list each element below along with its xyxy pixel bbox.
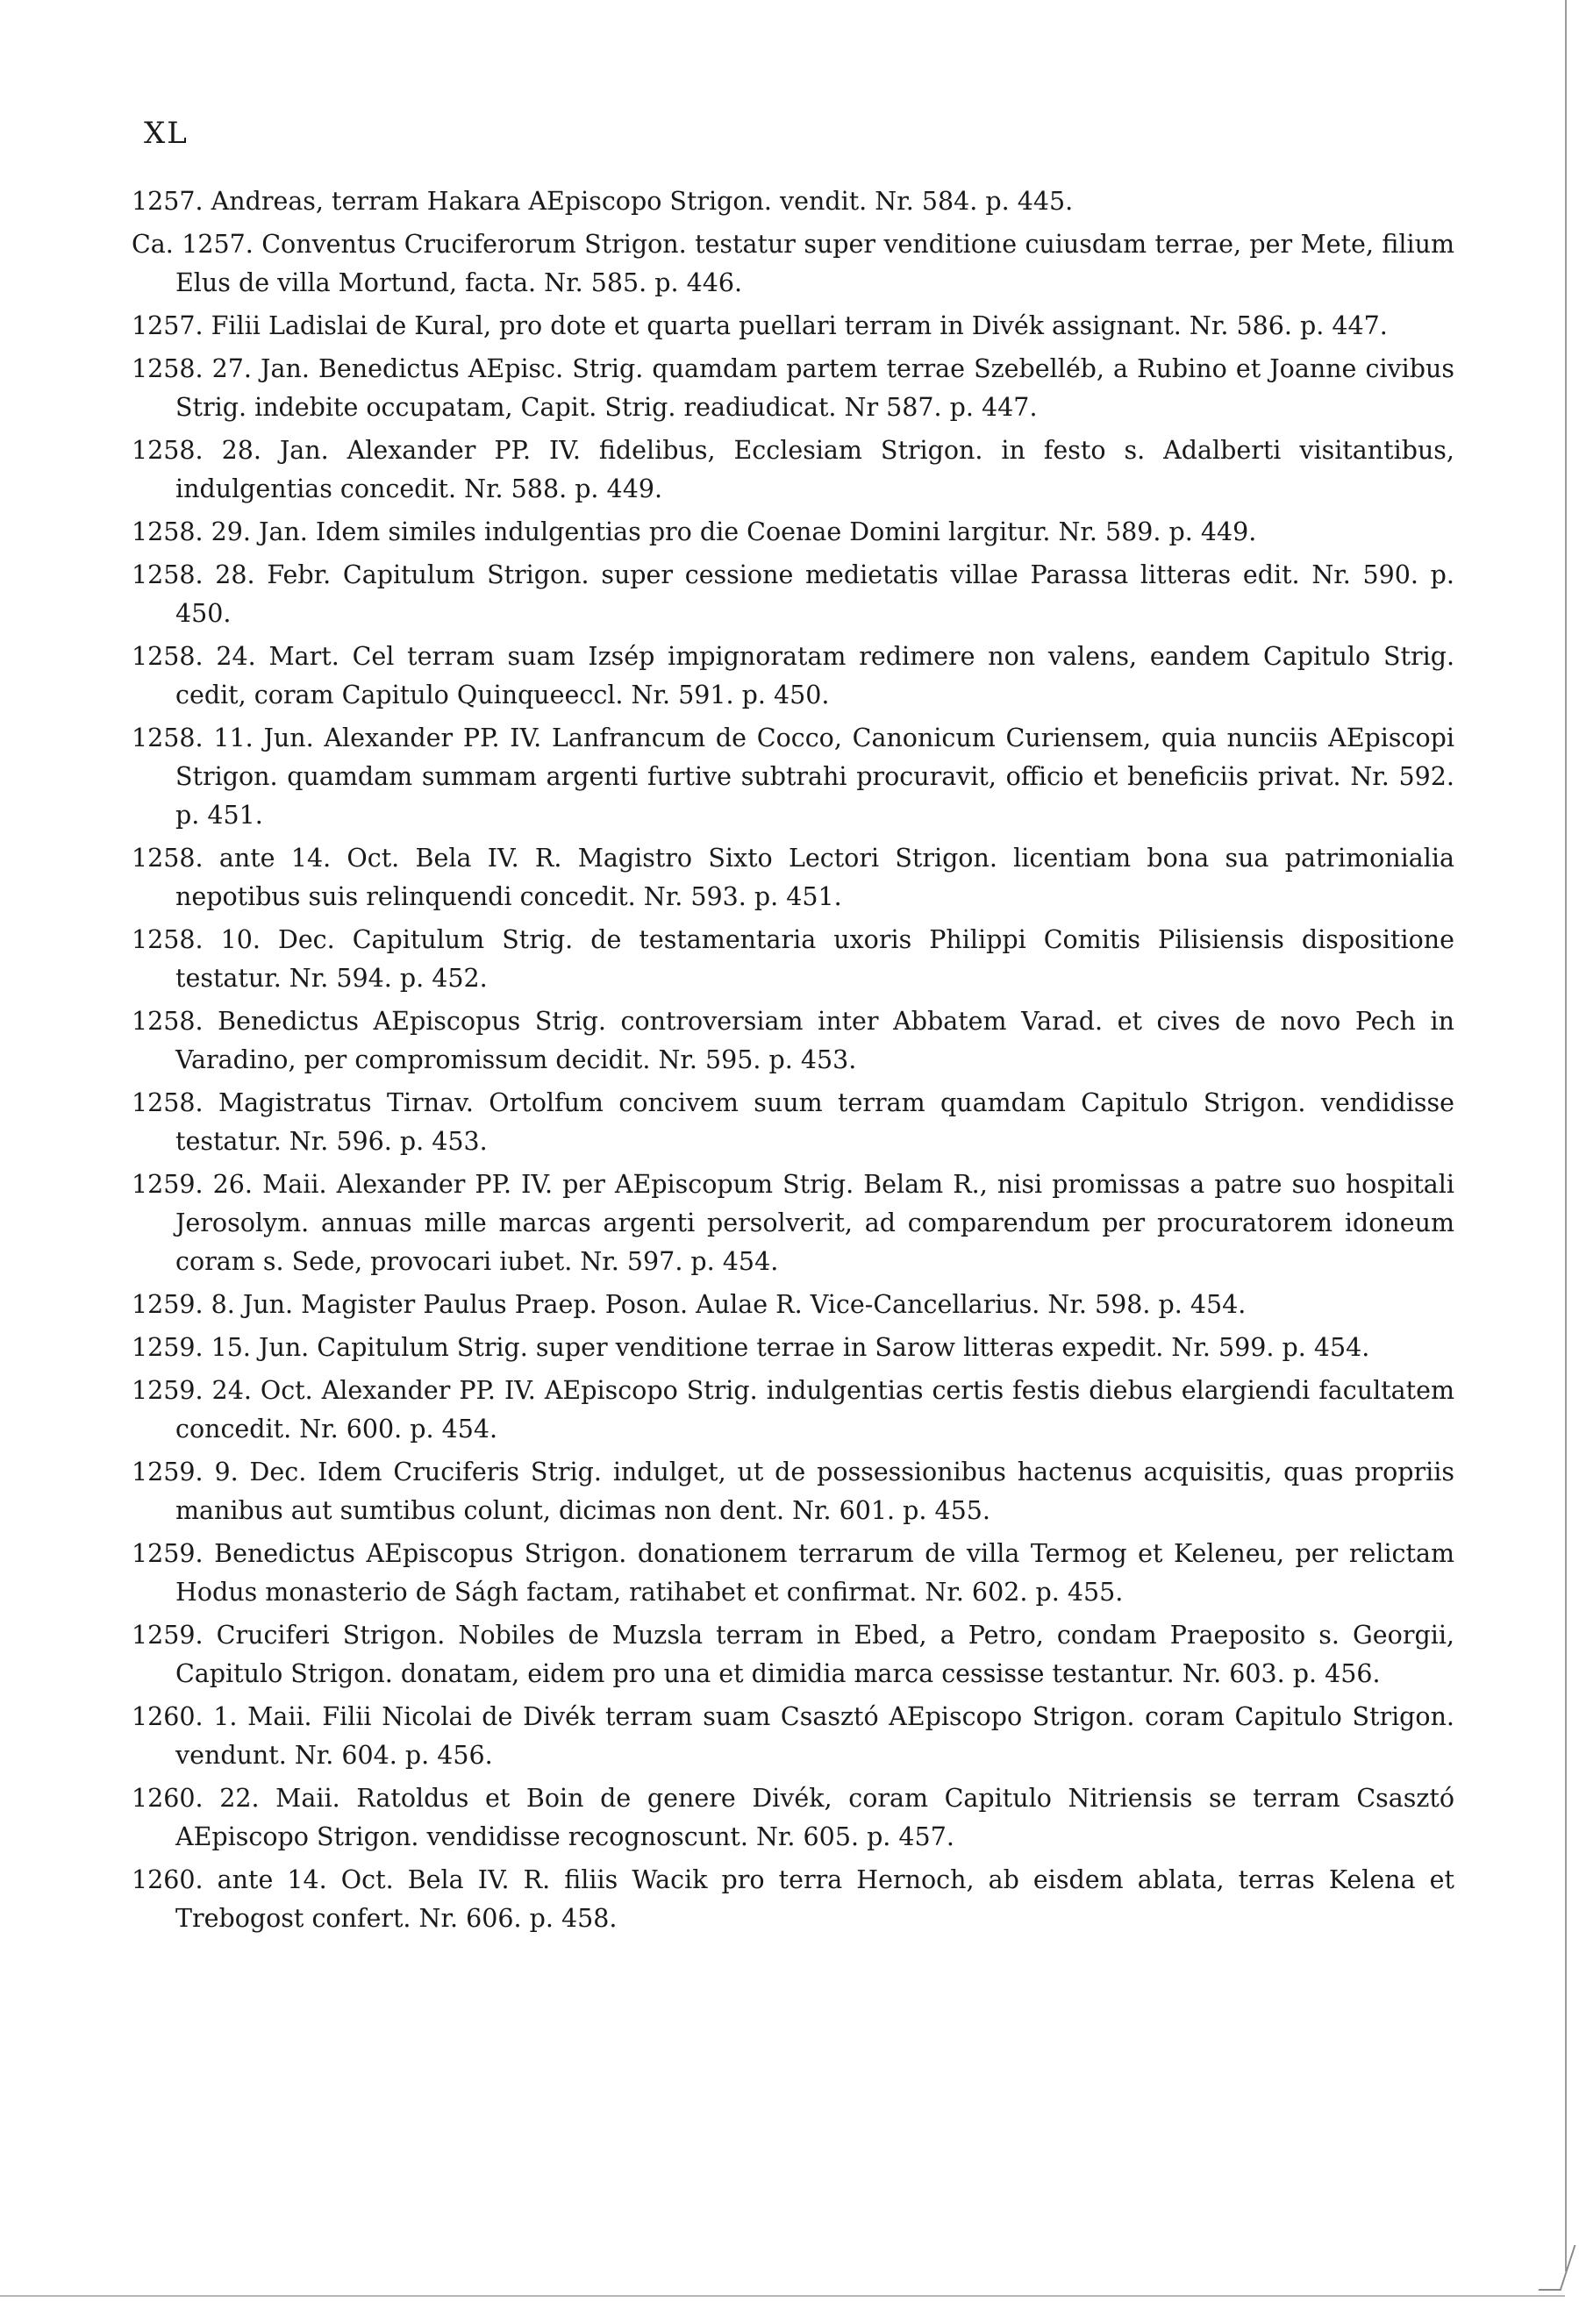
regesta-list xyxy=(132,182,1454,1943)
regesta-entry: 1258. Benedictus AEpiscopus Strig. controversiam inter Abbatem Varad. et cives de novo Pech in Varadino, per compromissum decidit. Nr. 595. p. 453. xyxy=(132,1007,1454,1074)
regesta-entry: 1258. 28. Jan. Alexander PP. IV. fidelibus, Ecclesiam Strigon. in festo s. Adalberti visitantibus, indulgentias concedit. Nr. 588. p. 449. xyxy=(132,436,1454,503)
page-corner-mark xyxy=(1539,2245,1576,2291)
regesta-entry: 1257. Filii Ladislai de Kural, pro dote et quarta puellari terram in Divék assignant. Nr. 586. p. 447. xyxy=(132,311,1388,340)
regesta-entry: 1258. 10. Dec. Capitulum Strig. de testamentaria uxoris Philippi Comitis Pilisiensis dispositione testatur. Nr. 594. p. 452. xyxy=(132,925,1454,993)
regesta-entry: 1257. Andreas, terram Hakara AEpiscopo Strigon. vendit. Nr. 584. p. 445. xyxy=(132,187,1074,216)
regesta-entry: 1260. 22. Maii. Ratoldus et Boin de genere Divék, coram Capitulo Nitriensis se terram Csasztó AEpiscopo Strigon. vendidisse recognoscunt. Nr. 605. p. 457. xyxy=(132,1784,1454,1851)
regesta-entry: 1259. 15. Jun. Capitulum Strig. super venditione terrae in Sarow litteras expedit. Nr. 599. p. 454. xyxy=(132,1333,1370,1362)
regesta-entry: 1258. Magistratus Tirnav. Ortolfum concivem suum terram quamdam Capitulo Strigon. vendidisse testatur. Nr. 596. p. 453. xyxy=(132,1088,1454,1156)
regesta-entry: 1260. 1. Maii. Filii Nicolai de Divék terram suam Csasztó AEpiscopo Strigon. coram Capitulo Strigon. vendunt. Nr. 604. p. 456. xyxy=(132,1702,1454,1770)
regesta-entry: 1259. Cruciferi Strigon. Nobiles de Muzsla terram in Ebed, a Petro, condam Praeposito s. Georgii, Capitulo Strigon. donatam, eidem pro una et dimidia marca cessisse testantur. Nr. 603. p. 456. xyxy=(132,1621,1454,1688)
regesta-entry: 1258. 27. Jan. Benedictus AEpisc. Strig. quamdam partem terrae Szebelléb, a Rubino et Joanne civibus Strig. indebite occupatam, Capit. Strig. readiudicat. Nr 587. p. 447. xyxy=(132,354,1454,422)
regesta-entry: 1259. 8. Jun. Magister Paulus Praep. Poson. Aulae R. Vice-Cancellarius. Nr. 598. p. 454. xyxy=(132,1290,1247,1319)
regesta-entry: 1258. 11. Jun. Alexander PP. IV. Lanfrancum de Cocco, Canonicum Curiensem, quia nunciis AEpiscopi Strigon. quamdam summam argenti furtive subtrahi procuravit, officio et beneficiis privat. Nr. 592. p. 451. xyxy=(132,724,1454,830)
regesta-entry: 1258. 24. Mart. Cel terram suam Izsép impignoratam redimere non valens, eandem Capitulo Strig. cedit, coram Capitulo Quinqueeccl. Nr. 591. p. 450. xyxy=(132,642,1454,709)
regesta-entry: 1259. 24. Oct. Alexander PP. IV. AEpiscopo Strig. indulgentias certis festis diebus elargiendi facultatem concedit. Nr. 600. p. 454. xyxy=(132,1376,1454,1444)
regesta-entry: 1258. ante 14. Oct. Bela IV. R. Magistro Sixto Lectori Strigon. licentiam bona sua patrimonialia nepotibus suis relinquendi concedit. Nr. 593. p. 451. xyxy=(132,844,1454,911)
regesta-entry: 1258. 29. Jan. Idem similes indulgentias pro die Coenae Domini largitur. Nr. 589. p. 449. xyxy=(132,517,1257,546)
regesta-entry: Ca. 1257. Conventus Cruciferorum Strigon. testatur super venditione cuiusdam terrae, per Mete, filium Elus de villa Mortund, facta. Nr. 585. p. 446. xyxy=(132,230,1454,297)
page-edge-line xyxy=(1565,0,1567,2271)
regesta-entry: 1258. 28. Febr. Capitulum Strigon. super cessione medietatis villae Parassa litteras edit. Nr. 590. p. 450. xyxy=(132,560,1454,628)
bottom-edge-rule xyxy=(0,2295,1565,2297)
regesta-entry: 1259. Benedictus AEpiscopus Strigon. donationem terrarum de villa Termog et Keleneu, per relictam Hodus monasterio de Ságh factam, ratihabet et confirmat. Nr. 602. p. 455. xyxy=(132,1539,1454,1607)
regesta-entry: 1259. 9. Dec. Idem Cruciferis Strig. indulget, ut de possessionibus hactenus acquisitis, quas propriis manibus aut sumtibus colunt, dicimas non dent. Nr. 601. p. 455. xyxy=(132,1458,1454,1525)
page-number: XL xyxy=(144,116,189,151)
regesta-entry: 1260. ante 14. Oct. Bela IV. R. filiis Wacik pro terra Hernoch, ab eisdem ablata, terras Kelena et Trebogost confert. Nr. 606. p. 458. xyxy=(132,1865,1454,1933)
regesta-entry: 1259. 26. Maii. Alexander PP. IV. per AEpiscopum Strig. Belam R., nisi promissas a patre suo hospitali Jerosolym. annuas mille marcas argenti persolverit, ad comparendum per procuratorem idoneum coram s. Sede, provocari iubet. Nr. 597. p. 454. xyxy=(132,1170,1454,1276)
